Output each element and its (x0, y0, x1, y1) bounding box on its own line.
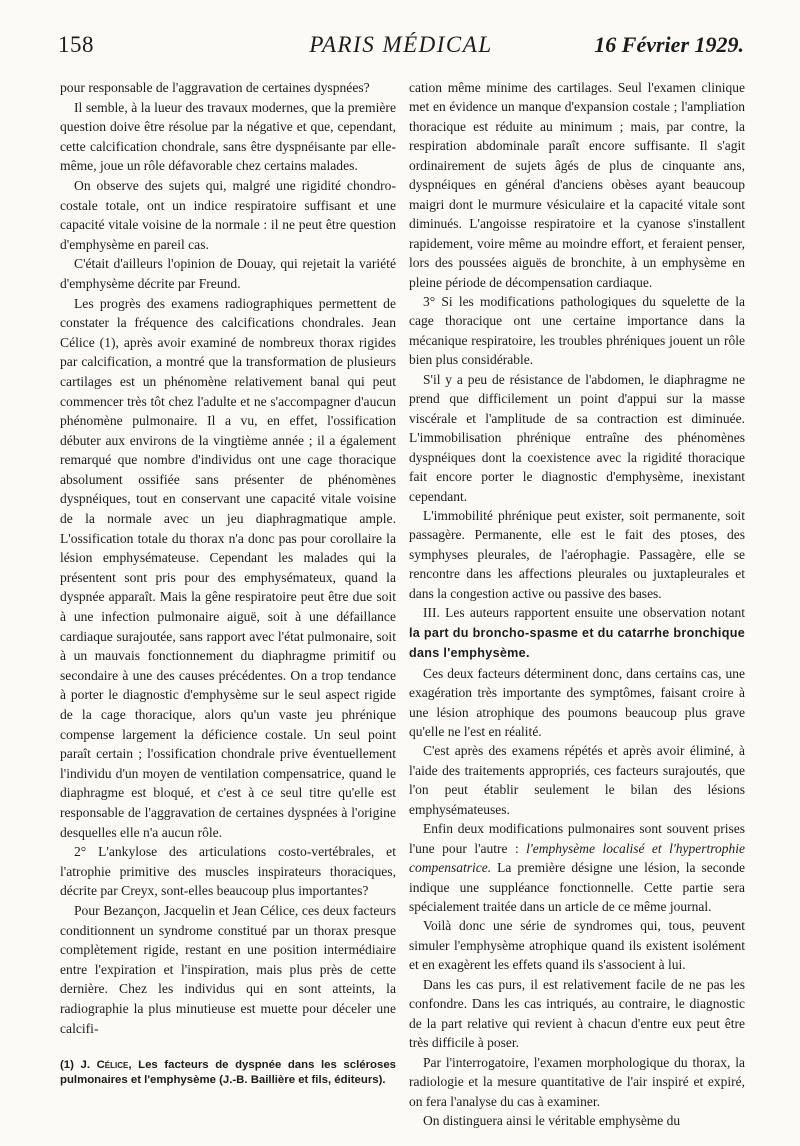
paragraph: pour responsable de l'aggravation de certaines dyspnées? (60, 80, 370, 95)
text-run: La première désigne une lésion, la seconde indique une suppléance fonctionnelle. Cette partie sera spécialement traitée dans un article de ce même journal. (409, 860, 745, 915)
text-run: Enfin deux modifications pulmonaires sont souvent prises l'une pour l'autre : (409, 821, 745, 856)
bold-run: la part du broncho-spasme et du catarrhe bronchique dans l'emphysème. (409, 625, 745, 661)
issue-date: 16 Février 1929. (594, 32, 744, 57)
paragraph: Par l'interrogatoire, l'examen morphologique du thorax, la radiologie et la mesure quantitative de l'air inspiré et expiré, on fera l'analyse du cas à examiner. (409, 1054, 745, 1109)
footnote (60, 1058, 396, 1088)
paragraph: Les progrès des examens radiographiques permettent de constater la fréquence des calcifications chondrales. Jean Célice (1), après avoir examiné de nombreux thorax rigides par calcification, a montré que la transformation de plusieurs cartilages est un phénomène relativement banal qui peut commencer très tôt chez l'adulte et ne s'accompagner d'aucun phénomène pulmonaire. Il a vu, en effet, l'ossification débuter aux environs de la vingtième année ; il a également remarqué que nombre d'individus ont une cage thoracique absolument ossifiée sans présenter de phénomènes dyspnéiques, tout en conservant une capacité vitale voisine de la normale avec un jeu diaphragmatique ample. L'ossification totale du thorax n'a donc pas pour corollaire la lésion emphysémateuse. Cependant les malades qui la présentent sont pris pour des emphysémateux, quand la dyspnée apparaît. Mais la gêne respiratoire peut être due soit à une infection pulmonaire aiguë, soit à une défaillance cardiaque surajoutée, sans rapport avec l'état pulmonaire, soit à un mauvais fonctionnement du diaphragme primitif ou secondaire à une des causes précédentes. On a trop tendance à porter le diagnostic d'emphysème sur le seul aspect rigide de la cage thoracique, alors qu'un vaste jeu phrénique compense largement la déficience costale. Un seul point paraît certain ; l'ossification chondrale prive éventuellement l'individu d'un moyen de ventilation compensatrice, quand le diaphragme est bloqué, et c'est à ce seul titre qu'elle est responsable de l'aggravation de certaines dyspnées à l'origine desquelles elle n'a aucun rôle. (60, 295, 396, 840)
right-column (409, 78, 745, 1130)
journal-title: PARIS MÉDICAL (309, 32, 493, 57)
paragraph: Ces deux facteurs déterminent donc, dans certains cas, une exagération très importante des symptômes, faisant croire à une lésion atrophique des poumons beaucoup plus grave qu'elle ne l'est en réalité. (409, 665, 745, 739)
paragraph: L'immobilité phrénique peut exister, soit permanente, soit passagère. Permanente, elle est le fait des ptoses, des symphyses pleurales, de l'aérophagie. Passagère, elle se rencontre dans les affections pleurales ou juxtapleurales et dans la congestion active ou passive des bases. (409, 507, 745, 601)
text-run: III. Les auteurs rapportent ensuite une observation notant (423, 605, 745, 621)
paragraph (409, 603, 745, 663)
paragraph: 3° Si les modifications pathologiques du squelette de la cage thoracique ont une certaine importance dans la mécanique respiratoire, les troubles phréniques jouent un rôle bien plus considérable. (409, 293, 745, 368)
footnote-text: , Les facteurs de dyspnée dans les scléroses pulmonaires et l'emphysème (J.-B. Baillière et fils, éditeurs). (60, 1059, 396, 1086)
paragraph: C'est après des examens répétés et après avoir éliminé, à l'aide des traitements appropriés, ces facteurs surajoutés, que l'on peut établir seulement le bilan des lésions emphysémateuses. (409, 743, 745, 817)
paragraph: Dans les cas purs, il est relativement facile de ne pas les confondre. Dans les cas intriqués, au contraire, le diagnostic de la part relative qui revient à chacun d'entre eux peut être très difficile à poser. (409, 976, 745, 1051)
footnote-marker: (1) J. (60, 1059, 97, 1071)
italic-run: l'emphysème localisé et l'hypertrophie compensatrice. (409, 840, 745, 876)
paragraph: Voilà donc une série de syndromes qui, tous, peuvent simuler l'emphysème atrophique quand ils existent isolément et en exagèrent les effets quand ils s'associent à lui. (409, 918, 745, 973)
paragraph: On observe des sujets qui, malgré une rigidité chondro-costale totale, ont un indice respiratoire suffisant et une capacité vitale voisine de la normale : il ne peut être question d'emphysème en pareil cas. (60, 177, 396, 252)
paragraph: S'il y a peu de résistance de l'abdomen, le diaphragme ne prend que difficilement un point d'appui sur la masse viscérale et l'amplitude de sa contraction est diminuée. L'immobilisation phrénique entraîne des phénomènes dyspnéiques dont la coexistence avec la rigidité thoracique fait encore porter le diagnostic d'emphysème, inexistant cependant. (409, 371, 745, 504)
footnote-author: Célice (96, 1059, 129, 1071)
paragraph: C'était d'ailleurs l'opinion de Douay, qui rejetait la variété d'emphysème décrite par Freund. (60, 256, 396, 291)
paragraph: Pour Bezançon, Jacquelin et Jean Célice, ces deux facteurs conditionnent un syndrome constitué par un thorax presque complètement rigide, restant en une position intermédiaire entre l'expiration et l'inspiration, mais plus près de cette dernière. Chez les individus qui en sont atteints, la radiographie la plus minutieuse est muette pour déceler une calcifi- (60, 902, 396, 1036)
page-number: 158 (58, 32, 94, 57)
page-header (58, 32, 744, 62)
paragraph: On distinguera ainsi le véritable emphysème du (423, 1113, 681, 1129)
left-column (60, 78, 396, 1038)
paragraph: Il semble, à la lueur des travaux modernes, que la première question doive être résolue par la négative et que, cependant, cette calcification chondrale, sans être dyspnéisante par elle-même, joue un rôle défavorable chez certains malades. (60, 99, 396, 174)
paragraph: 2° L'ankylose des articulations costo-vertébrales, et l'atrophie primitive des muscles inspirateurs thoraciques, décrite par Creyx, sont-elles beaucoup plus importantes? (60, 844, 396, 899)
paragraph (409, 819, 745, 916)
paragraph: cation même minime des cartilages. Seul l'examen clinique met en évidence un manque d'expansion costale ; l'ampliation thoracique est réduite au minimum ; mais, par contre, la respiration abdominale paraît encore suffisante. Il s'agit ordinairement de sujets âgés de plus de cinquante ans, dyspnéiques en général d'anciens obèses ayant beaucoup maigri dont le murmure vésiculaire et la capacité vitale sont diminués. L'angoisse respiratoire et la cyanose s'installent rapidement, voire même au moindre effort, et feraient penser, lors des poussées aiguës de bronchite, à un emphysème en pleine période de décompensation cardiaque. (409, 80, 745, 290)
